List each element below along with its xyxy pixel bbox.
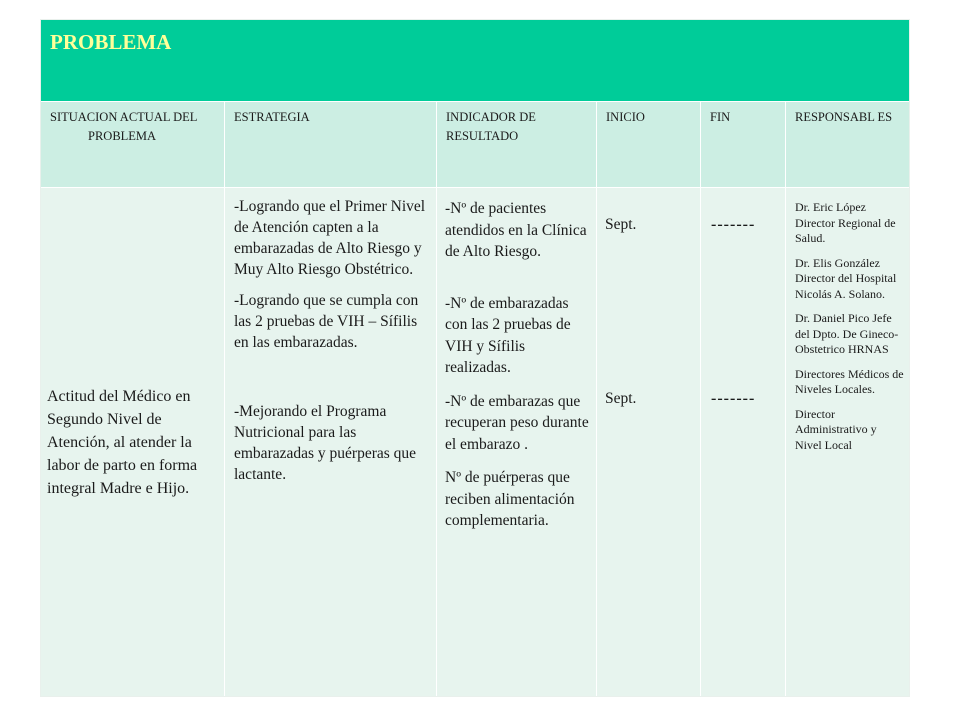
indicator-item: -Nº de embarazadas con las 2 pruebas de VIH y Sífilis realizadas.: [445, 294, 571, 376]
fin-cell: [701, 188, 786, 696]
indicator-item: -Nº de pacientes atendidos en la Clínica de Alto Riesgo.: [445, 200, 587, 260]
problem-text: Actitud del Médico en Segundo Nivel de Atención, al atender la labor de parto en forma integral Madre e Hijo.: [47, 387, 198, 497]
header-indicador: INDICADOR DE RESULTADO: [437, 102, 597, 187]
header-situacion: [41, 102, 225, 187]
indicator-cell: [437, 188, 597, 696]
page-title: PROBLEMA: [50, 30, 172, 54]
strategy-item: -Logrando que el Primer Nivel de Atención capten a la embarazadas de Alto Riesgo y Muy Alto Riesgo Obstétrico.: [234, 198, 426, 278]
header-row: [41, 102, 909, 187]
strategy-item: -Logrando que se cumpla con las 2 pruebas de VIH – Sífilis en las embarazadas.: [234, 292, 419, 351]
indicator-item: Nº de puérperas que reciben alimentación complementaria.: [445, 469, 575, 529]
fin-value: -------: [711, 390, 756, 407]
header-situacion-line1: SITUACION ACTUAL DEL: [50, 110, 198, 124]
title-bar: [41, 20, 909, 102]
responsable-item: Dr. Daniel Pico Jefe del Dpto. De Gineco-Obstetrico HRNAS: [795, 311, 899, 356]
inicio-cell: [597, 188, 701, 696]
header-estrategia: ESTRATEGIA: [225, 102, 437, 187]
indicator-item: -Nº de embarazas que recuperan peso durante el embarazo .: [445, 392, 589, 453]
strategy-item: -Mejorando el Programa Nutricional para las embarazadas y puérperas que lactante.: [234, 403, 417, 483]
inicio-value: Sept.: [605, 216, 637, 233]
responsable-item: Director Administrativo y Nivel Local: [795, 406, 877, 452]
header-situacion-line2: PROBLEMA: [88, 129, 157, 143]
header-inicio: INICIO: [597, 102, 701, 187]
header-responsables: RESPONSABL ES: [786, 102, 909, 187]
inicio-value: Sept.: [605, 390, 637, 407]
body-row: [41, 188, 909, 696]
responsable-item: Directores Médicos de Niveles Locales.: [795, 366, 904, 396]
responsables-cell: [786, 188, 909, 696]
plan-table: [40, 19, 910, 697]
problem-cell: [41, 188, 225, 696]
fin-value: -------: [711, 216, 756, 233]
strategy-cell: [225, 188, 437, 696]
header-fin: FIN: [701, 102, 786, 187]
responsable-item: Dr. Eric López Director Regional de Salud.: [795, 200, 896, 245]
responsable-item: Dr. Elis González Director del Hospital Nicolás A. Solano.: [795, 255, 897, 301]
